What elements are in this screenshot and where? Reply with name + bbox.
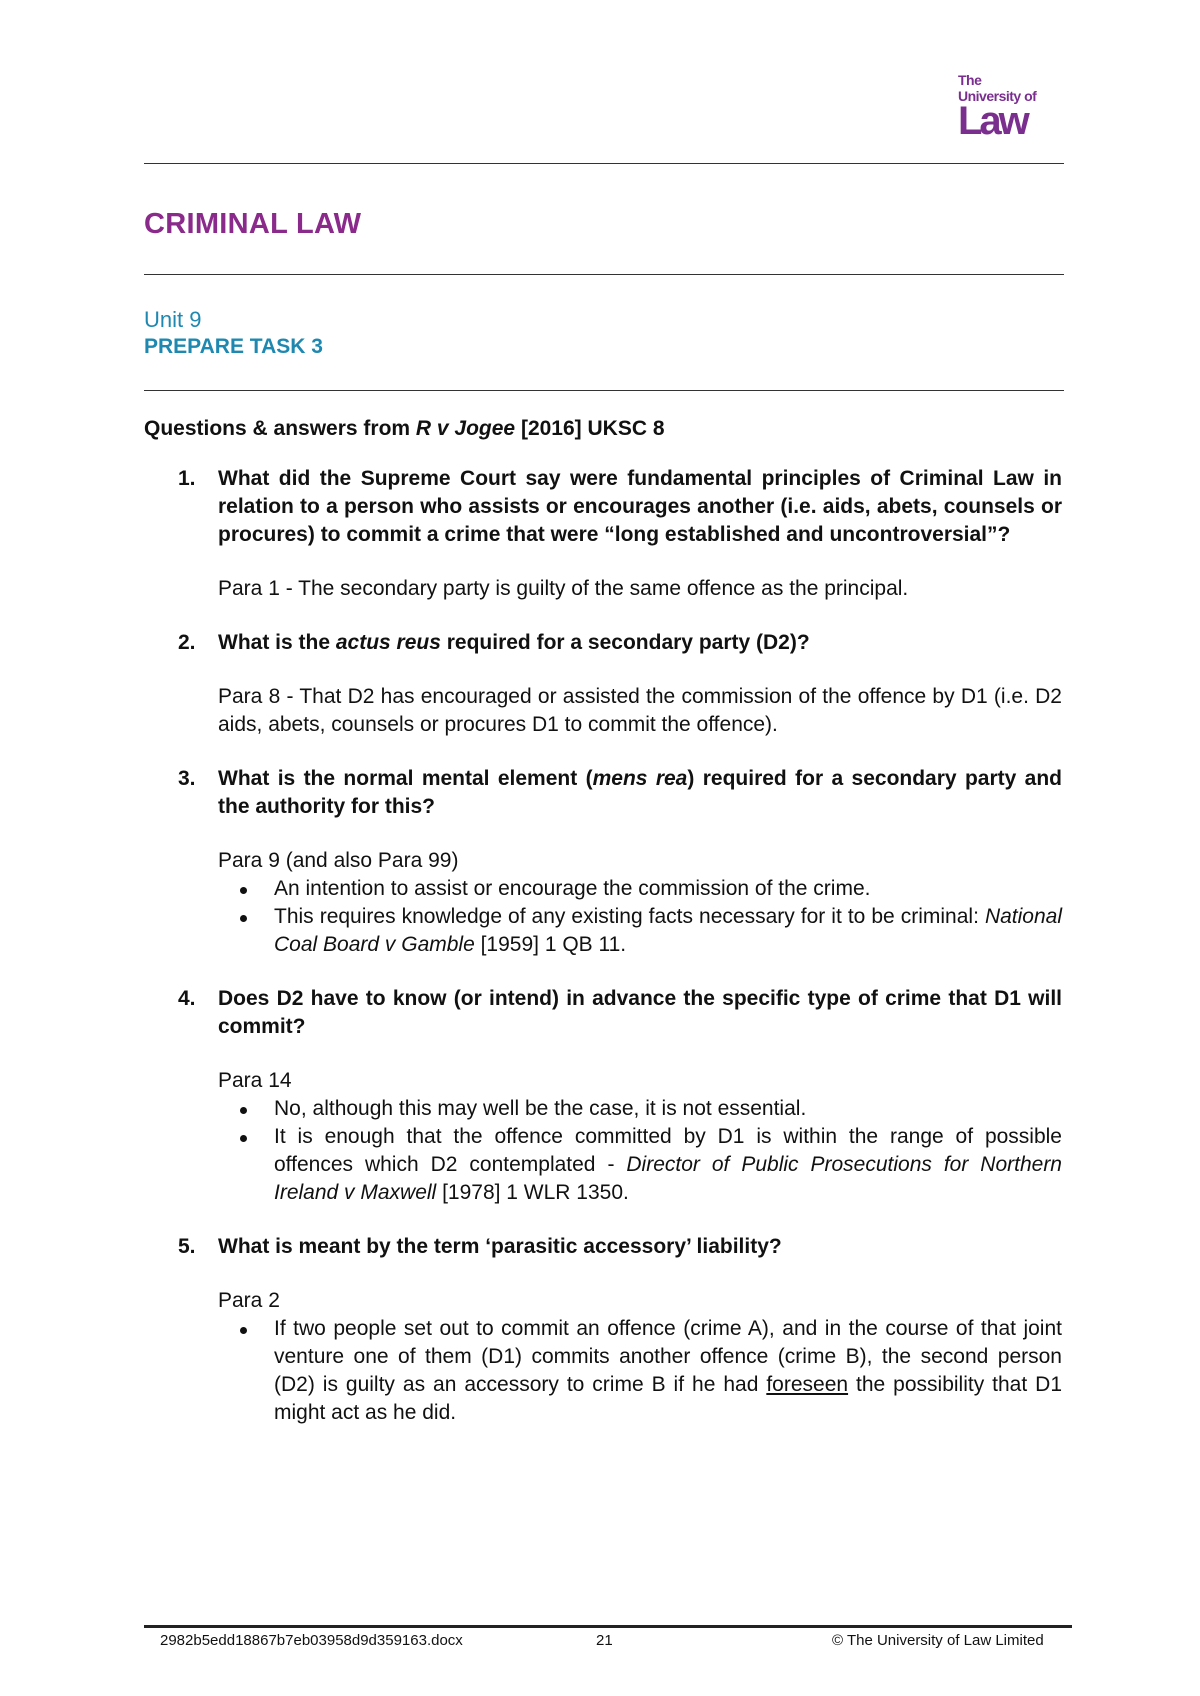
- case-citation: National Coal Board v Gamble: [274, 905, 1062, 956]
- bullet-icon: [240, 915, 247, 922]
- question-text: What is meant by the term ‘parasitic accessory’ liability?: [218, 1235, 782, 1258]
- answer-block: [218, 1287, 1062, 1427]
- question-number: 5.: [178, 1235, 196, 1258]
- intro-suffix: [2016] UKSC 8: [515, 417, 665, 440]
- page-title: CRIMINAL LAW: [144, 208, 362, 240]
- footer-filename: 2982b5edd18867b7eb03958d9d359163.docx: [160, 1632, 463, 1649]
- answer-block: [218, 1067, 1062, 1207]
- bullet-item: [218, 875, 1062, 903]
- bullet-icon: [240, 1327, 247, 1334]
- question-5: [144, 1233, 1062, 1427]
- logo-line-law: Law: [958, 99, 1027, 143]
- header-divider: [144, 163, 1064, 164]
- bullet-icon: [240, 887, 247, 894]
- question-text-part: ) required for a secondary party and the authority for this?: [218, 767, 1062, 818]
- footer-page-number: 21: [596, 1632, 613, 1649]
- underlined-word: foreseen: [766, 1373, 849, 1396]
- answer-text: Para 8 - That D2 has encouraged or assisted the commission of the offence by D1 (i.e. D2 aids, abets, counsels or procures D1 to commit the offence).: [218, 685, 1062, 736]
- unit-label: Unit 9: [144, 307, 202, 332]
- bullet-text: If two people set out to commit an offence (crime A), and in the course of that joint venture one of them (D1) commits another offence (crime B), the second person (D2) is guilty as an accessory to crime B if he had: [274, 1317, 1062, 1396]
- title-divider: [144, 274, 1064, 275]
- bullet-item: [218, 903, 1062, 959]
- bullet-icon: [240, 1107, 247, 1114]
- question-text-emphasis: actus reus: [335, 631, 441, 654]
- answer-text: Para 2: [218, 1289, 280, 1312]
- bullet-text: This requires knowledge of any existing facts necessary for it to be criminal:: [274, 905, 985, 928]
- university-of-law-logo: [958, 72, 1058, 143]
- question-text-part: What is the: [218, 631, 336, 654]
- task-label: PREPARE TASK 3: [144, 335, 323, 358]
- bullet-text: the possibility that D1 might act as he did.: [274, 1373, 1062, 1424]
- answer-bullets: [218, 1095, 1062, 1207]
- question-number: 2.: [178, 631, 196, 654]
- answer-bullets: [218, 1315, 1062, 1427]
- logo-line-the: The: [958, 72, 982, 88]
- question-4: [144, 985, 1062, 1207]
- question-text-emphasis: mens rea: [592, 767, 688, 790]
- bullet-text: An intention to assist or encourage the commission of the crime.: [274, 877, 871, 900]
- bullet-item: [218, 1315, 1062, 1427]
- bullet-icon: [240, 1135, 247, 1142]
- bullet-item: [218, 1095, 1062, 1123]
- footer-copyright: © The University of Law Limited: [832, 1632, 1044, 1649]
- footer-divider: [144, 1625, 1072, 1628]
- answer-text: Para 9 (and also Para 99): [218, 849, 459, 872]
- question-text-part: What is the normal mental element (: [218, 767, 593, 790]
- question-1: [144, 465, 1062, 603]
- question-text: Does D2 have to know (or intend) in advance the specific type of crime that D1 will commit?: [218, 987, 1062, 1038]
- question-number: 1.: [178, 467, 196, 490]
- question-text: What did the Supreme Court say were fundamental principles of Criminal Law in relation to a person who assists or encourages another (i.e. aids, abets, counsels or procures) to commit a crime that were “long established and uncontroversial”?: [218, 467, 1062, 546]
- intro-case-name: R v Jogee: [415, 417, 516, 440]
- logo-line-university: University of: [958, 88, 1037, 104]
- question-3: [144, 765, 1062, 959]
- question-text-part: required for a secondary party (D2)?: [440, 631, 810, 654]
- answer-text: Para 1 - The secondary party is guilty of the same offence as the principal.: [218, 577, 909, 600]
- bullet-text: [1978] 1 WLR 1350.: [436, 1181, 629, 1204]
- case-citation: Director of Public Prosecutions for Northern Ireland v Maxwell: [274, 1153, 1062, 1204]
- answer-bullets: [218, 875, 1062, 959]
- answer-text: Para 14: [218, 1069, 292, 1092]
- question-number: 3.: [178, 767, 196, 790]
- bullet-text: It is enough that the offence committed by D1 is within the range of possible offences which D2 contemplated -: [274, 1125, 1062, 1176]
- task-divider: [144, 390, 1064, 391]
- intro-prefix: Questions & answers from: [144, 417, 416, 440]
- answer-block: [218, 847, 1062, 959]
- question-2: [144, 629, 1062, 739]
- bullet-text: No, although this may well be the case, it is not essential.: [274, 1097, 807, 1120]
- question-text: [218, 629, 1062, 657]
- intro-heading: [144, 415, 1062, 443]
- document-body: [144, 415, 1062, 1427]
- bullet-text: [1959] 1 QB 11.: [474, 933, 627, 956]
- question-text: [218, 765, 1062, 821]
- question-number: 4.: [178, 987, 196, 1010]
- bullet-item: [218, 1123, 1062, 1207]
